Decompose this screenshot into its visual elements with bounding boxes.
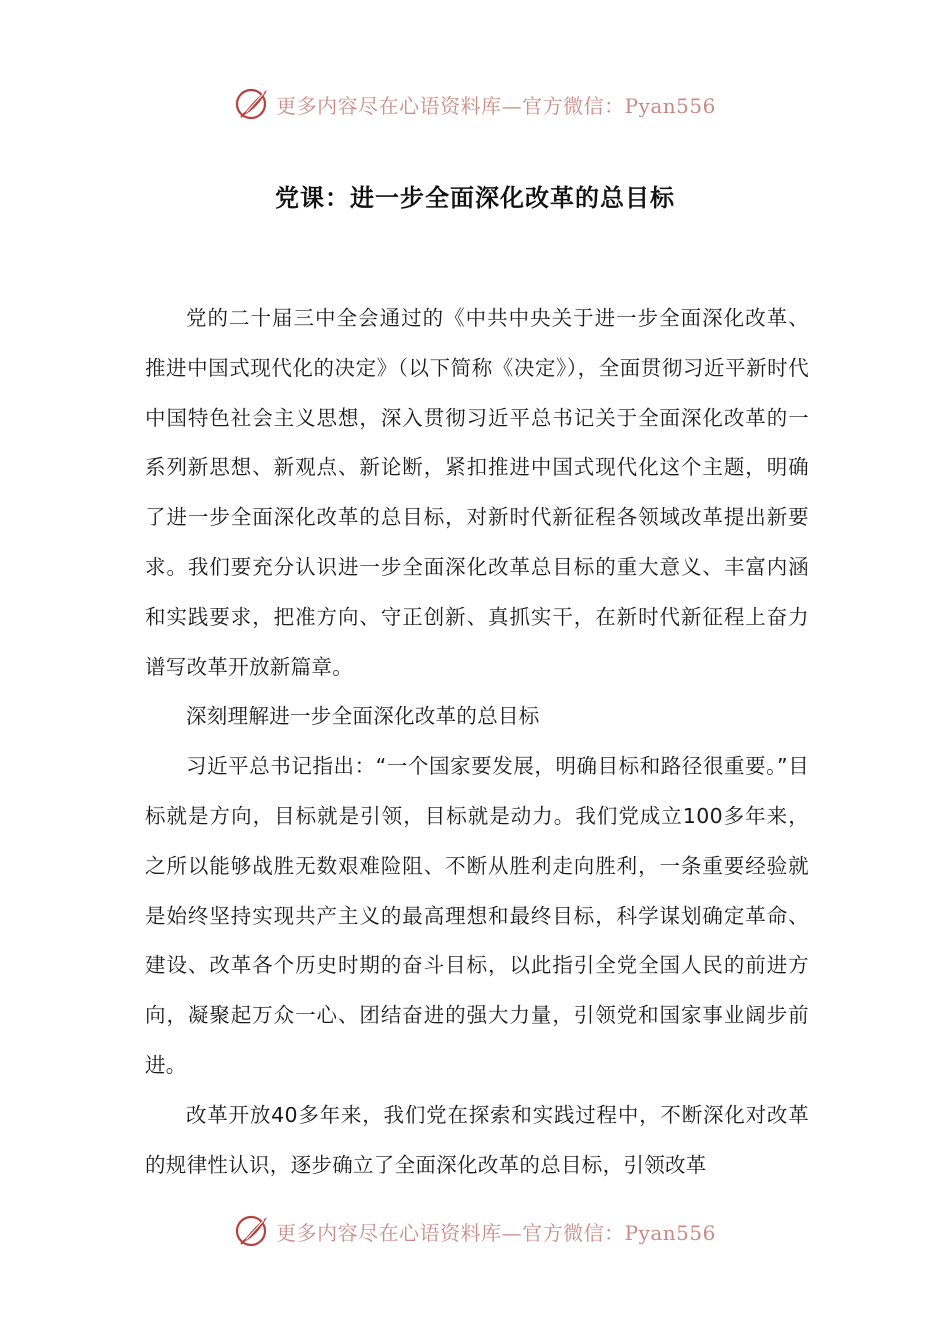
footer-banner [0, 1211, 950, 1251]
header-banner [0, 84, 950, 124]
header-banner-text: 更多内容尽在心语资料库—官方微信：Pyan556 [276, 93, 716, 118]
paragraph-target-importance: 习近平总书记指出：“一个国家要发展，明确目标和路径很重要。”目标就是方向，目标就是引领，目标就是动力。我们党成立100多年来，之所以能够战胜无数艰难险阻、不断从胜利走向胜利，一条重要经验就是始终坚持实现共产主义的最高理想和最终目标，科学谋划确定革命、建设、改革各个历史时期的奋斗目标，以此指引全党全国人民的前进方向，凝聚起万众一心、团结奋进的强大力量，引领党和国家事业阔步前进。 [145, 754, 809, 1077]
feather-pen-logo-icon [234, 1213, 270, 1249]
document-title: 党课：进一步全面深化改革的总目标 [275, 184, 675, 212]
document-body [145, 294, 809, 1190]
paragraph-reform-history: 改革开放40多年来，我们党在探索和实践过程中，不断深化对改革的规律性认识，逐步确立了全面深化改革的总目标，引领改革 [145, 1102, 809, 1177]
feather-pen-logo-icon [234, 86, 270, 122]
paragraph-intro: 党的二十届三中全会通过的《中共中央关于进一步全面深化改革、推进中国式现代化的决定》（以下简称《决定》），全面贯彻习近平新时代中国特色社会主义思想，深入贯彻习近平总书记关于全面深化改革的一系列新思想、新观点、新论断，紧扣推进中国式现代化这个主题，明确了进一步全面深化改革的总目标，对新时代新征程各领域改革提出新要求。我们要充分认识进一步全面深化改革总目标的重大意义、丰富内涵和实践要求，把准方向、守正创新、真抓实干，在新时代新征程上奋力谱写改革开放新篇章。 [145, 306, 809, 679]
section-heading: 深刻理解进一步全面深化改革的总目标 [186, 704, 540, 729]
footer-banner-text: 更多内容尽在心语资料库—官方微信：Pyan556 [276, 1220, 716, 1245]
